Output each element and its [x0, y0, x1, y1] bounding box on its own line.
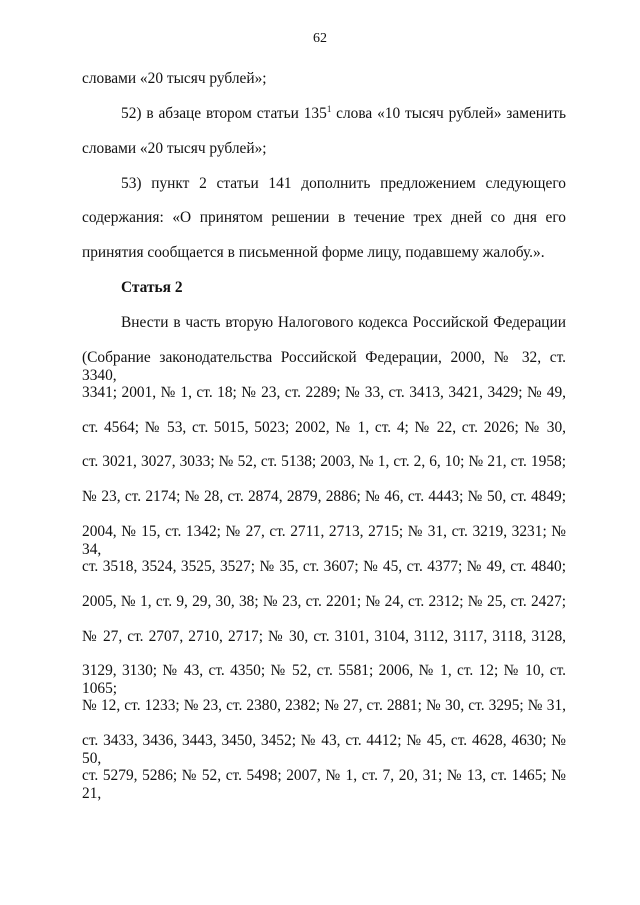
list-item-52 — [121, 105, 566, 123]
text-line: ст. 5279, 5286; № 52, ст. 5498; 2007, № 1, ст. 7, 20, 31; № 13, ст. 1465; № 21, — [82, 767, 566, 802]
text-line: № 27, ст. 2707, 2710, 2717; № 30, ст. 3101, 3104, 3112, 3117, 3118, 3128, — [82, 628, 566, 645]
text-line: содержания: «О принятом решении в течение трех дней со дня его — [82, 209, 566, 226]
text-line: 3341; 2001, № 1, ст. 18; № 23, ст. 2289; № 33, ст. 3413, 3421, 3429; № 49, — [82, 384, 566, 401]
text-line: ст. 4564; № 53, ст. 5015, 5023; 2002, № 1, ст. 4; № 22, ст. 2026; № 30, — [82, 419, 566, 436]
page-number: 62 — [313, 31, 327, 46]
list-item-53: 53) пункт 2 статьи 141 дополнить предложением следующего — [121, 175, 566, 192]
text-line: 2005, № 1, ст. 9, 29, 30, 38; № 23, ст. 2201; № 24, ст. 2312; № 25, ст. 2427; — [82, 593, 566, 610]
text-line: принятия сообщается в письменной форме лицу, подавшему жалобу.». — [82, 244, 545, 261]
text-line: ст. 3433, 3436, 3443, 3450, 3452; № 43, ст. 4412; № 45, ст. 4628, 4630; № 50, — [82, 732, 566, 767]
paragraph-start: Внести в часть вторую Налогового кодекса Российской Федерации — [121, 314, 566, 331]
text-line: № 12, ст. 1233; № 23, ст. 2380, 2382; № 27, ст. 2881; № 30, ст. 3295; № 31, — [82, 697, 566, 714]
superscript: 1 — [326, 104, 332, 114]
text-line: словами «20 тысяч рублей»; — [82, 70, 267, 87]
text-line: 2004, № 15, ст. 1342; № 27, ст. 2711, 2713, 2715; № 31, ст. 3219, 3231; № 34, — [82, 523, 566, 558]
text-fragment: слова «10 тысяч рублей» заменить — [331, 105, 566, 122]
article-heading: Статья 2 — [121, 279, 183, 296]
text-fragment: 52) в абзаце втором статьи 135 — [121, 105, 327, 122]
text-line: ст. 3518, 3524, 3525, 3527; № 35, ст. 3607; № 45, ст. 4377; № 49, ст. 4840; — [82, 558, 566, 575]
text-line: словами «20 тысяч рублей»; — [82, 140, 267, 157]
text-line: 3129, 3130; № 43, ст. 4350; № 52, ст. 5581; 2006, № 1, ст. 12; № 10, ст. 1065; — [82, 662, 566, 697]
text-line: (Собрание законодательства Российской Федерации, 2000, № 32, ст. 3340, — [82, 349, 566, 384]
text-line: ст. 3021, 3027, 3033; № 52, ст. 5138; 2003, № 1, ст. 2, 6, 10; № 21, ст. 1958; — [82, 453, 566, 470]
text-line: № 23, ст. 2174; № 28, ст. 2874, 2879, 2886; № 46, ст. 4443; № 50, ст. 4849; — [82, 488, 566, 505]
